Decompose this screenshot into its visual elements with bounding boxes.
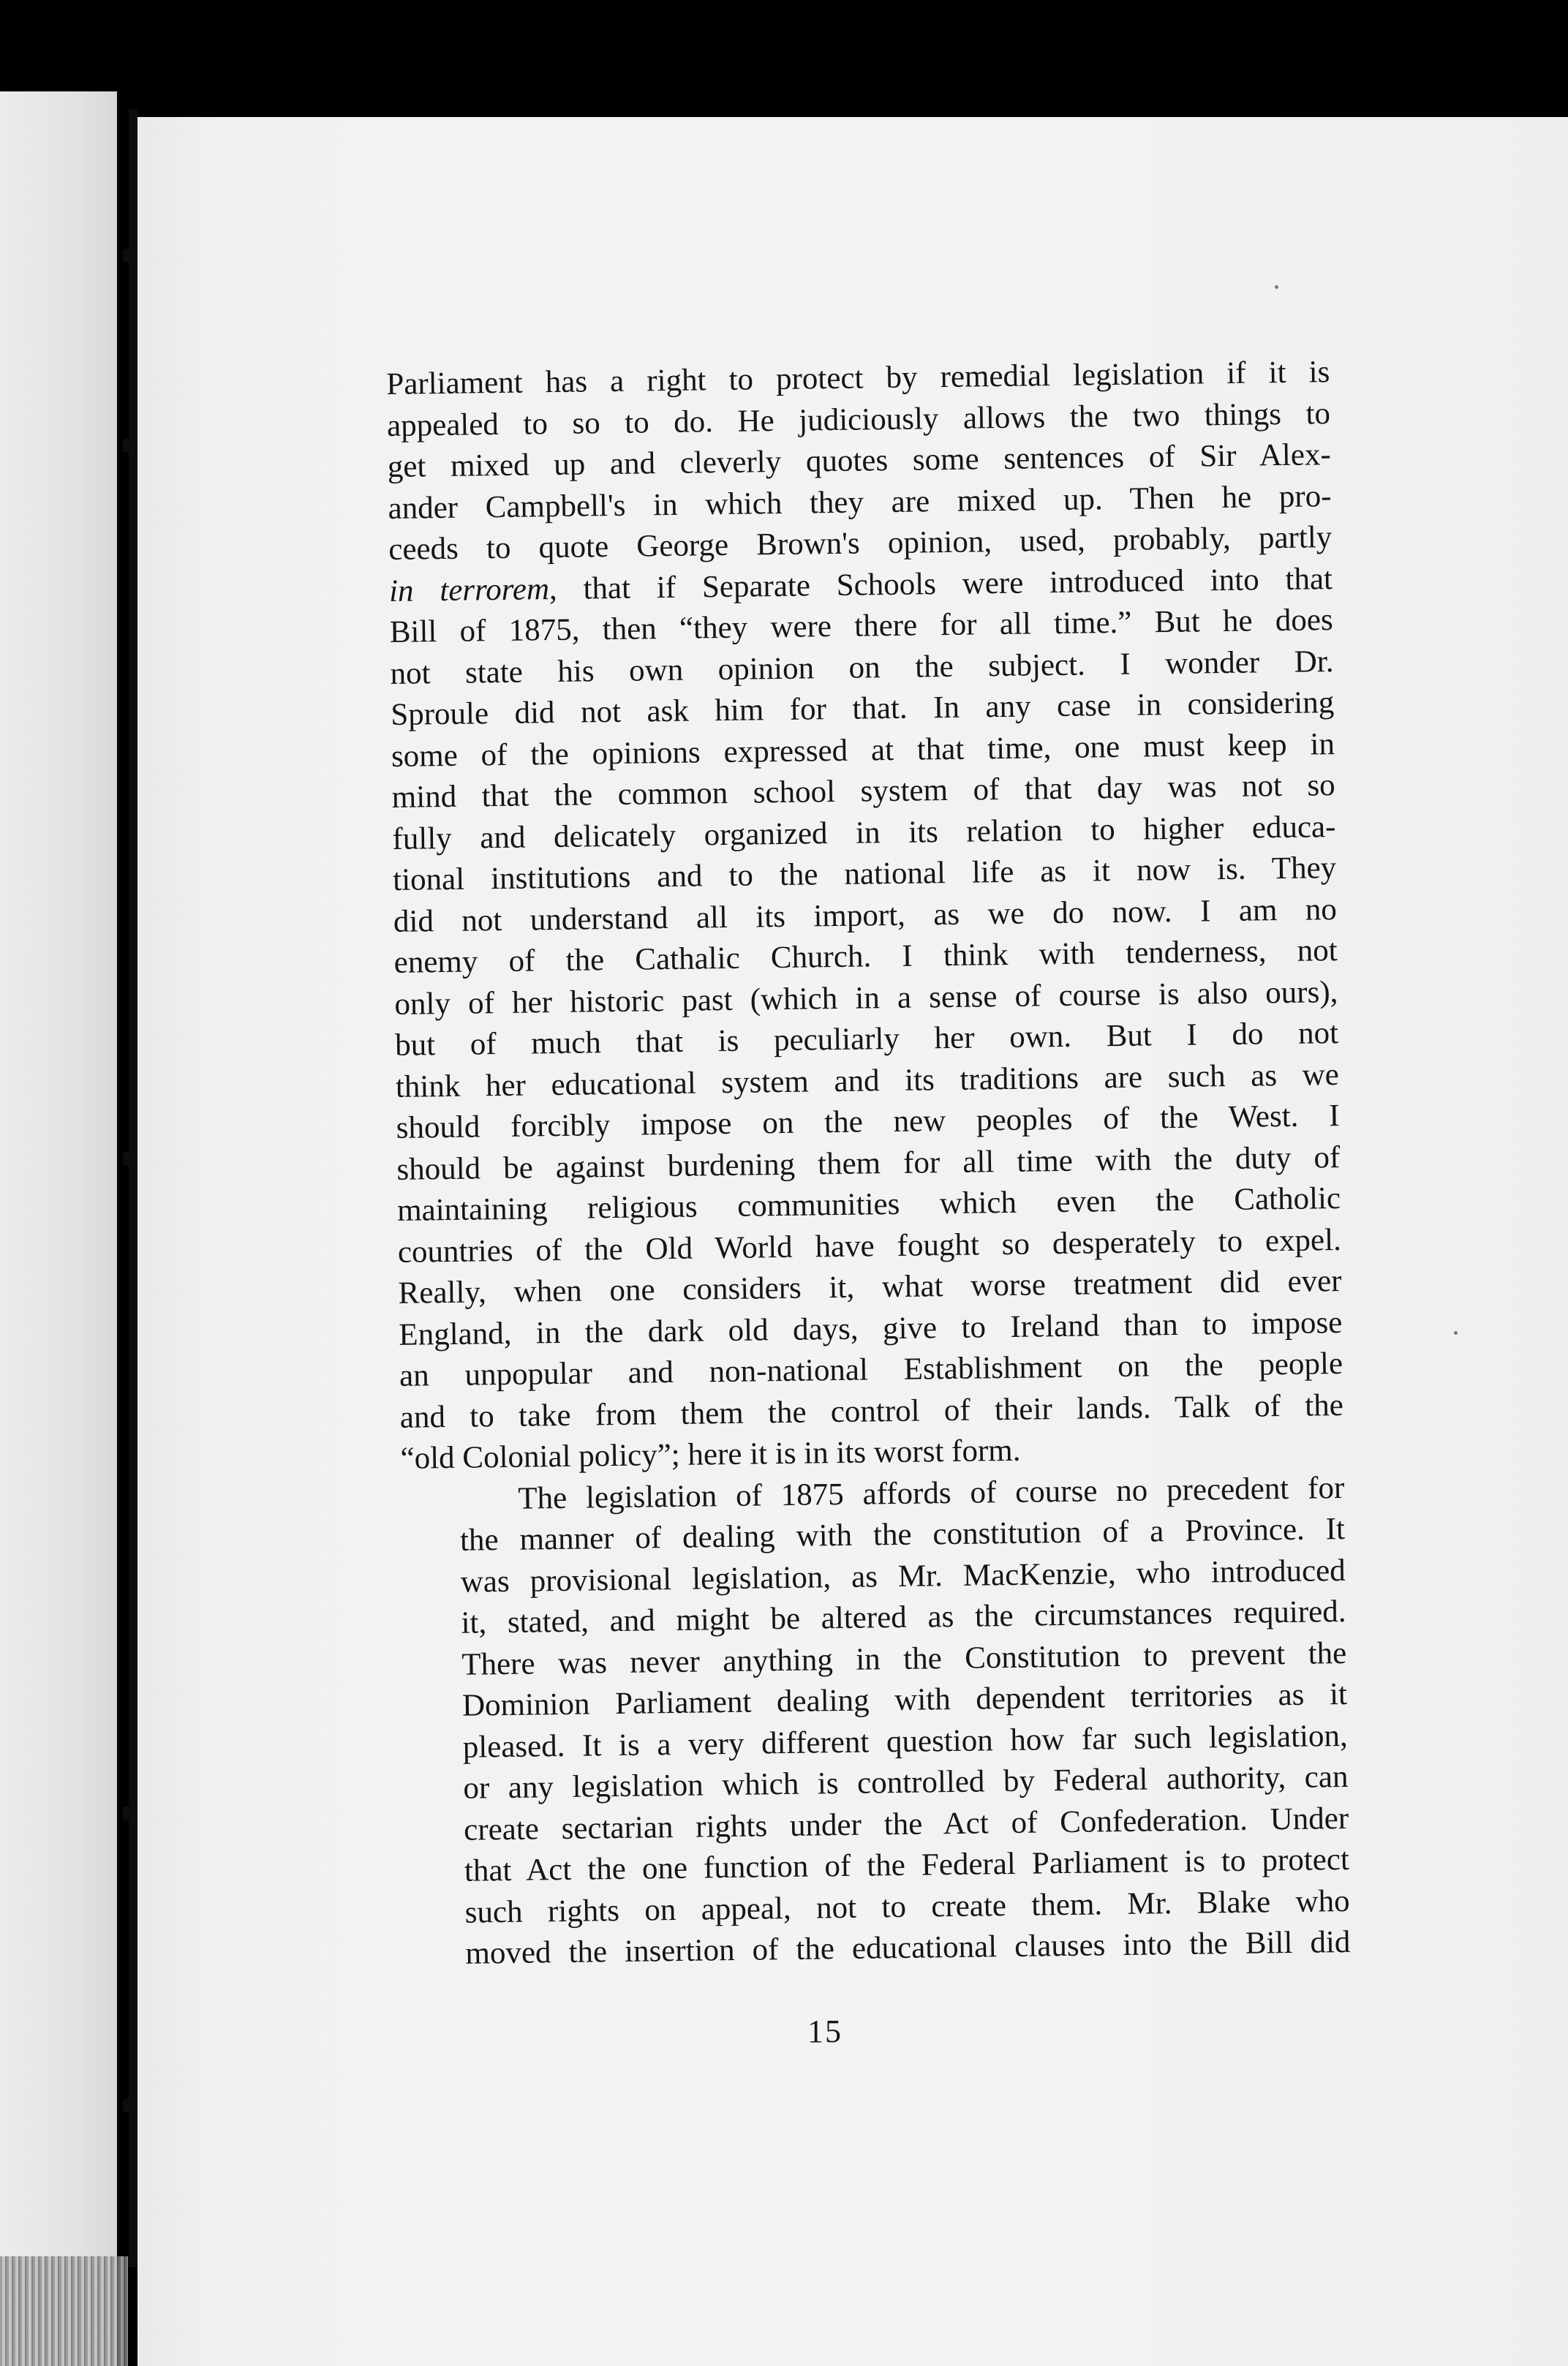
text-line: appealed to so to do. He judiciously allows the two things to <box>386 396 1331 443</box>
text-line: such rights on appeal, not to create them. Mr. Blake who <box>464 1883 1350 1930</box>
text-line: tional institutions and to the national life as it now is. They <box>392 851 1337 897</box>
text-line: countries of the Old World have fought so desperately to expel. <box>397 1222 1342 1270</box>
facing-page-edge <box>0 91 117 2366</box>
page-body-text <box>386 352 1351 1975</box>
text-line: some of the opinions expressed at that time, one must keep in <box>391 726 1335 774</box>
text-line: Sproule did not ask him for that. In any case in considering <box>390 685 1335 732</box>
italic-phrase: in terrorem <box>388 571 550 609</box>
text-line: that Act the one function of the Federal Parliament is to protect <box>464 1842 1350 1888</box>
paper-speck <box>1275 285 1278 289</box>
text-line: the manner of dealing with the constitution of a Province. It <box>459 1511 1346 1558</box>
text-line: The legislation of 1875 affords of course no precedent for <box>518 1470 1345 1516</box>
text-line: Parliament has a right to protect by remedial legislation if it is <box>386 355 1330 402</box>
paragraph-2 <box>401 1467 1351 1975</box>
text-line: mind that the common school system of that day was not so <box>391 768 1335 815</box>
spine-mark <box>123 1152 139 1165</box>
text-line: and to take from them the control of their lands. Talk of the <box>399 1387 1344 1435</box>
text-line: an unpopular and non-national Establishment on the people <box>399 1346 1343 1393</box>
text-line: ceeds to quote George Brown's opinion, used, probably, partly <box>388 520 1333 567</box>
text-line: fully and delicately organized in its relation to higher educa- <box>392 809 1336 856</box>
spine-mark <box>123 1806 139 1820</box>
text-line: but of much that is peculiarly her own. But I do not <box>394 1016 1339 1063</box>
text-line: moved the insertion of the educational clauses into the Bill did <box>465 1924 1351 1971</box>
page-number: 15 <box>807 2013 843 2049</box>
text-line: did not understand all its import, as we do now. I am no <box>393 892 1338 939</box>
text-line: only of her historic past (which in a sense of course is also ours), <box>394 974 1338 1022</box>
text-line: in terrorem, that if Separate Schools were introduced into that <box>388 561 1333 609</box>
text-line: not state his own opinion on the subject. I wonder Dr. <box>390 644 1334 691</box>
text-line: Dominion Parliament dealing with dependent territories as it <box>461 1676 1348 1723</box>
text-line: should be against burdening them for all time with the duty of <box>396 1139 1341 1187</box>
spine-mark <box>123 2099 139 2112</box>
text-line: create sectarian rights under the Act of Confederation. Under <box>463 1801 1349 1847</box>
text-line: ander Campbell's in which they are mixed up. Then he pro- <box>388 478 1332 526</box>
text-line: maintaining religious communities which even the Catholic <box>396 1181 1341 1228</box>
text-line: or any legislation which is controlled by Federal authority, can <box>463 1759 1349 1806</box>
text-line: should forcibly impose on the new peoples of the West. I <box>396 1099 1340 1145</box>
text-line: England, in the dark old days, give to Ireland than to impose <box>399 1305 1343 1352</box>
text-line: Bill of 1875, then “they were there for all time.” But he does <box>389 603 1333 649</box>
paper-speck <box>1454 1331 1458 1335</box>
text-line: get mixed up and cleverly quotes some sentences of Sir Alex- <box>387 437 1332 484</box>
text-line: Really, when one considers it, what worse treatment did ever <box>398 1264 1342 1311</box>
facing-page-edge-shadow <box>0 2256 128 2366</box>
text-line: it, stated, and might be altered as the circumstances required. <box>461 1594 1346 1640</box>
text-line: was provisional legislation, as Mr. MacKenzie, who introduced <box>460 1553 1346 1600</box>
spine-mark <box>123 439 139 452</box>
book-spine <box>129 110 137 2267</box>
spine-mark <box>123 249 139 262</box>
text-line: pleased. It is a very different question how far such legislation, <box>462 1718 1348 1765</box>
paragraph-1 <box>386 352 1344 1480</box>
text-line: “old Colonial policy”; here it is in its worst form. <box>400 1433 1021 1476</box>
text-line: think her educational system and its traditions are such as we <box>395 1057 1340 1104</box>
text-line: enemy of the Cathalic Church. I think with tenderness, not <box>393 933 1338 980</box>
text-line: There was never anything in the Constitution to prevent the <box>461 1635 1347 1682</box>
